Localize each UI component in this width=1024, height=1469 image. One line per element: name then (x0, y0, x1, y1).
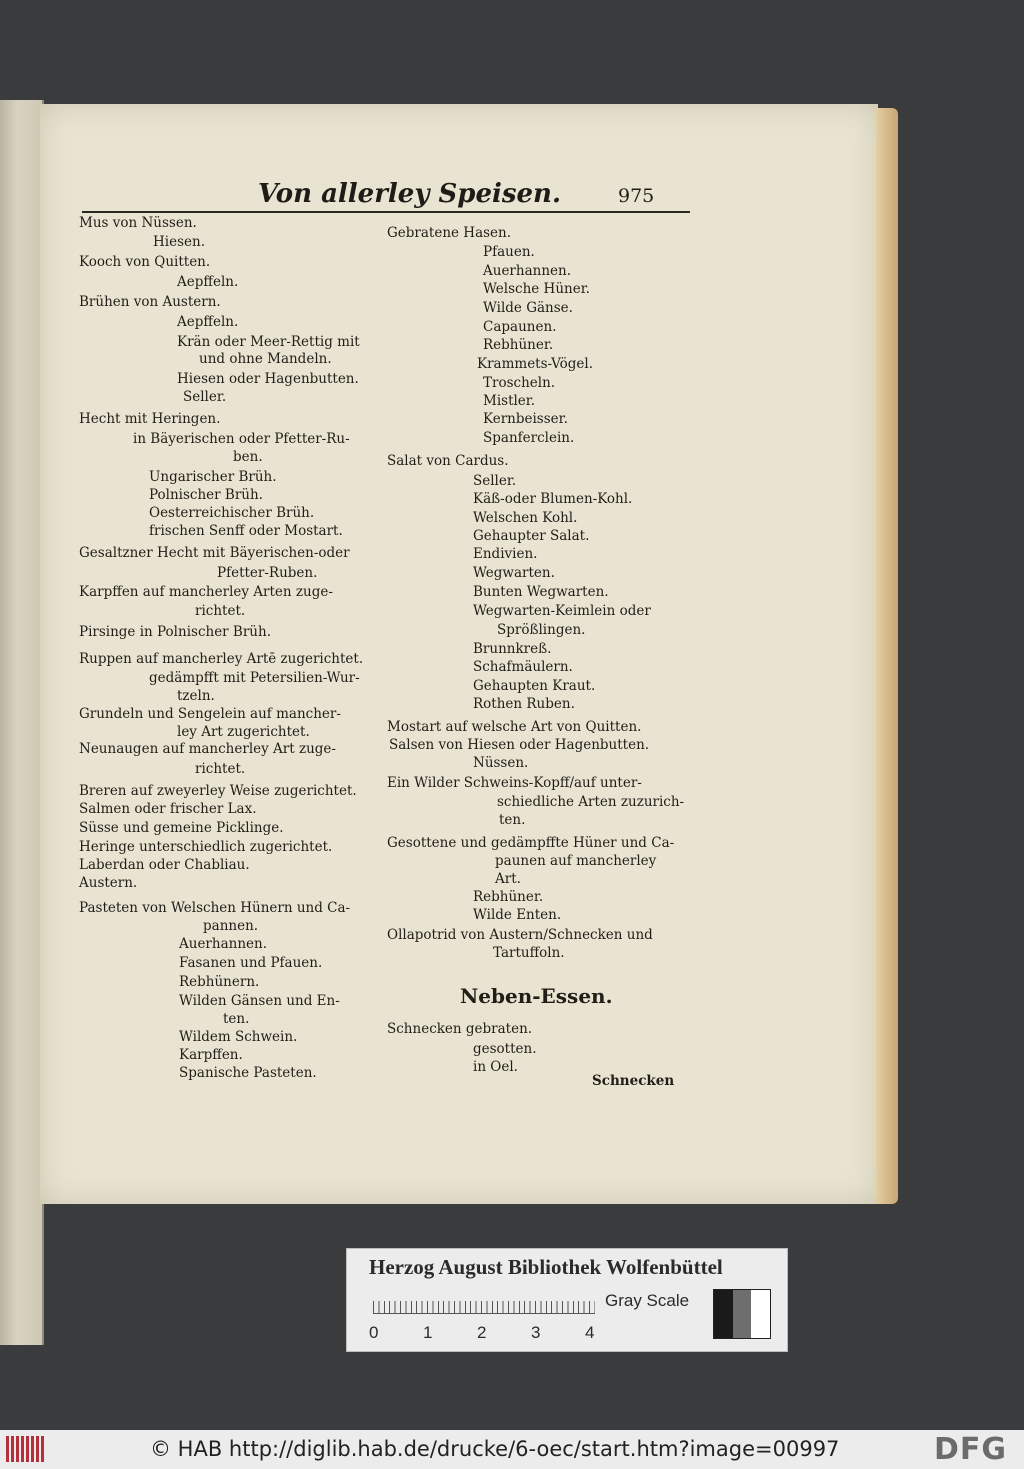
entry-line: Mus von Nüssen. (79, 215, 197, 231)
hab-barcode-icon[interactable] (6, 1436, 46, 1462)
entry-line: Käß-oder Blumen-Kohl. (473, 491, 633, 507)
entry-line: in Oel. (473, 1059, 518, 1075)
entry-line: frischen Senff oder Mostart. (149, 523, 343, 539)
library-name: Herzog August Bibliothek Wolfenbüttel (369, 1255, 723, 1279)
entry-line: Hiesen oder Hagenbutten. (177, 371, 359, 387)
entry-line: Laberdan oder Chabliau. (79, 857, 250, 873)
entry-line: Mistler. (483, 393, 536, 409)
entry-line: paunen auf mancherley (495, 853, 657, 869)
ruler-number: 0 (369, 1323, 379, 1342)
entry-line: Ein Wilder Schweins-Kopff/auf unter- (387, 775, 642, 791)
page-fore-edge (876, 108, 898, 1204)
entry-line: ten. (223, 1011, 250, 1027)
entry-line: ley Art zugerichtet. (177, 724, 310, 740)
entry-line: Neunaugen auf mancherley Art zuge- (79, 741, 336, 757)
entry-line: Mostart auf welsche Art von Quitten. (387, 719, 642, 735)
entry-line: Welsche Hüner. (483, 281, 590, 297)
entry-line: richtet. (195, 761, 246, 777)
entry-line: Grundeln und Sengelein auf mancher- (79, 706, 341, 722)
left-page-edge (0, 100, 44, 1345)
ruler-number: 4 (585, 1323, 595, 1342)
entry-line: Brunnkreß. (473, 641, 552, 657)
entry-line: Austern. (79, 875, 138, 891)
entry-line: Pirsinge in Polnischer Brüh. (79, 624, 271, 640)
entry-line: Sprößlingen. (497, 622, 586, 638)
entry-line: Bunten Wegwarten. (473, 584, 609, 600)
entry-line: Heringe unterschiedlich zugerichtet. (79, 839, 333, 855)
entry-line: Tartuffoln. (493, 945, 565, 961)
entry-line: Salat von Cardus. (387, 453, 509, 469)
entry-line: Karpffen. (179, 1047, 243, 1063)
entry-line: Ollapotrid von Austern/Schnecken und (387, 927, 653, 943)
ruler-number: 2 (477, 1323, 487, 1342)
entry-line: Kernbeisser. (483, 411, 568, 427)
entry-line: Wilde Gänse. (483, 300, 573, 316)
entry-line: ben. (233, 449, 263, 465)
entry-line: Gebratene Hasen. (387, 225, 512, 241)
entry-line: ten. (499, 812, 526, 828)
entry-line: Auerhannen. (483, 263, 571, 279)
gray-patch-black (714, 1290, 733, 1338)
entry-line: Gesaltzner Hecht mit Bäyerischen-oder (79, 545, 350, 561)
copyright-url[interactable]: © HAB http://diglib.hab.de/drucke/6-oec/start.htm?image=00997 (150, 1437, 840, 1461)
entry-line: richtet. (195, 603, 246, 619)
footer-bar (0, 1430, 1024, 1469)
entry-line: Aepffeln. (177, 314, 239, 330)
page-header (82, 179, 690, 213)
entry-line: Rebhüner. (473, 889, 544, 905)
entry-line: Karpffen auf mancherley Arten zuge- (79, 584, 333, 600)
entry-line: Wildem Schwein. (179, 1029, 298, 1045)
entry-line: Krammets-Vögel. (477, 356, 593, 372)
entry-line: Gehaupten Kraut. (473, 678, 596, 694)
entry-line: und ohne Mandeln. (199, 351, 332, 367)
ruler-numbers (365, 1323, 605, 1345)
entry-line: pannen. (203, 918, 259, 934)
entry-line: Rebhüner. (483, 337, 554, 353)
ruler-scale (373, 1293, 595, 1314)
entry-line: Salsen von Hiesen oder Hagenbutten. (389, 737, 650, 753)
entry-line: Welschen Kohl. (473, 510, 578, 526)
running-title: Von allerley Speisen. (258, 179, 562, 209)
page-number: 975 (618, 185, 655, 207)
ruler-number: 1 (423, 1323, 433, 1342)
gray-patch-mid (733, 1290, 752, 1338)
entry-line: Wilde Enten. (473, 907, 562, 923)
entry-line: Ruppen auf mancherley Artē zugerichtet. (79, 651, 364, 667)
entry-line: Brühen von Austern. (79, 294, 221, 310)
entry-line: Seller. (473, 473, 517, 489)
gray-scale-patches (713, 1289, 771, 1339)
entry-line: Art. (495, 871, 521, 887)
entry-line: Oesterreichischer Brüh. (149, 505, 315, 521)
entry-line: Spanische Pasteten. (179, 1065, 317, 1081)
entry-line: gesotten. (473, 1041, 537, 1057)
section-heading: Neben-Essen. (460, 984, 613, 1008)
dfg-logo[interactable]: DFG (934, 1432, 1008, 1467)
entry-line: Wegwarten. (473, 565, 555, 581)
gray-patch-white (751, 1290, 770, 1338)
entry-line: Troscheln. (483, 375, 556, 391)
entry-line: Ungarischer Brüh. (149, 469, 277, 485)
entry-line: Fasanen und Pfauen. (179, 955, 323, 971)
entry-line: schiedliche Arten zuzurich- (497, 794, 685, 810)
entry-line: Aepffeln. (177, 274, 239, 290)
gray-scale-label: Gray Scale (605, 1291, 690, 1310)
catchword: Schnecken (592, 1073, 675, 1089)
entry-line: Rebhünern. (179, 974, 260, 990)
ruler-number: 3 (531, 1323, 541, 1342)
entry-line: Seller. (183, 389, 227, 405)
entry-line: Kooch von Quitten. (79, 254, 211, 270)
entry-line: Polnischer Brüh. (149, 487, 263, 503)
entry-line: Süsse und gemeine Picklinge. (79, 820, 284, 836)
entry-line: Krän oder Meer-Rettig mit (177, 334, 360, 350)
entry-line: Pasteten von Welschen Hünern und Ca- (79, 900, 351, 916)
entry-line: Auerhannen. (179, 936, 267, 952)
color-target-card (346, 1248, 788, 1352)
entry-line: Breren auf zweyerley Weise zugerichtet. (79, 783, 357, 799)
entry-line: in Bäyerischen oder Pfetter-Ru- (133, 431, 350, 447)
entry-line: Pfauen. (483, 244, 535, 260)
entry-line: Spanferclein. (483, 430, 575, 446)
entry-line: Nüssen. (473, 755, 529, 771)
entry-line: Salmen oder frischer Lax. (79, 801, 257, 817)
entry-line: Schafmäulern. (473, 659, 573, 675)
entry-line: Pfetter-Ruben. (217, 565, 318, 581)
entry-line: tzeln. (177, 688, 215, 704)
entry-line: Gehaupter Salat. (473, 528, 590, 544)
entry-line: gedämpfft mit Petersilien-Wur- (149, 670, 360, 686)
entry-line: Schnecken gebraten. (387, 1021, 533, 1037)
entry-line: Wilden Gänsen und En- (179, 993, 340, 1009)
entry-line: Hiesen. (153, 234, 205, 250)
entry-line: Wegwarten-Keimlein oder (473, 603, 651, 619)
entry-line: Capaunen. (483, 319, 557, 335)
entry-line: Gesottene und gedämpffte Hüner und Ca- (387, 835, 675, 851)
entry-line: Endivien. (473, 546, 538, 562)
entry-line: Hecht mit Heringen. (79, 411, 221, 427)
entry-line: Rothen Ruben. (473, 696, 575, 712)
